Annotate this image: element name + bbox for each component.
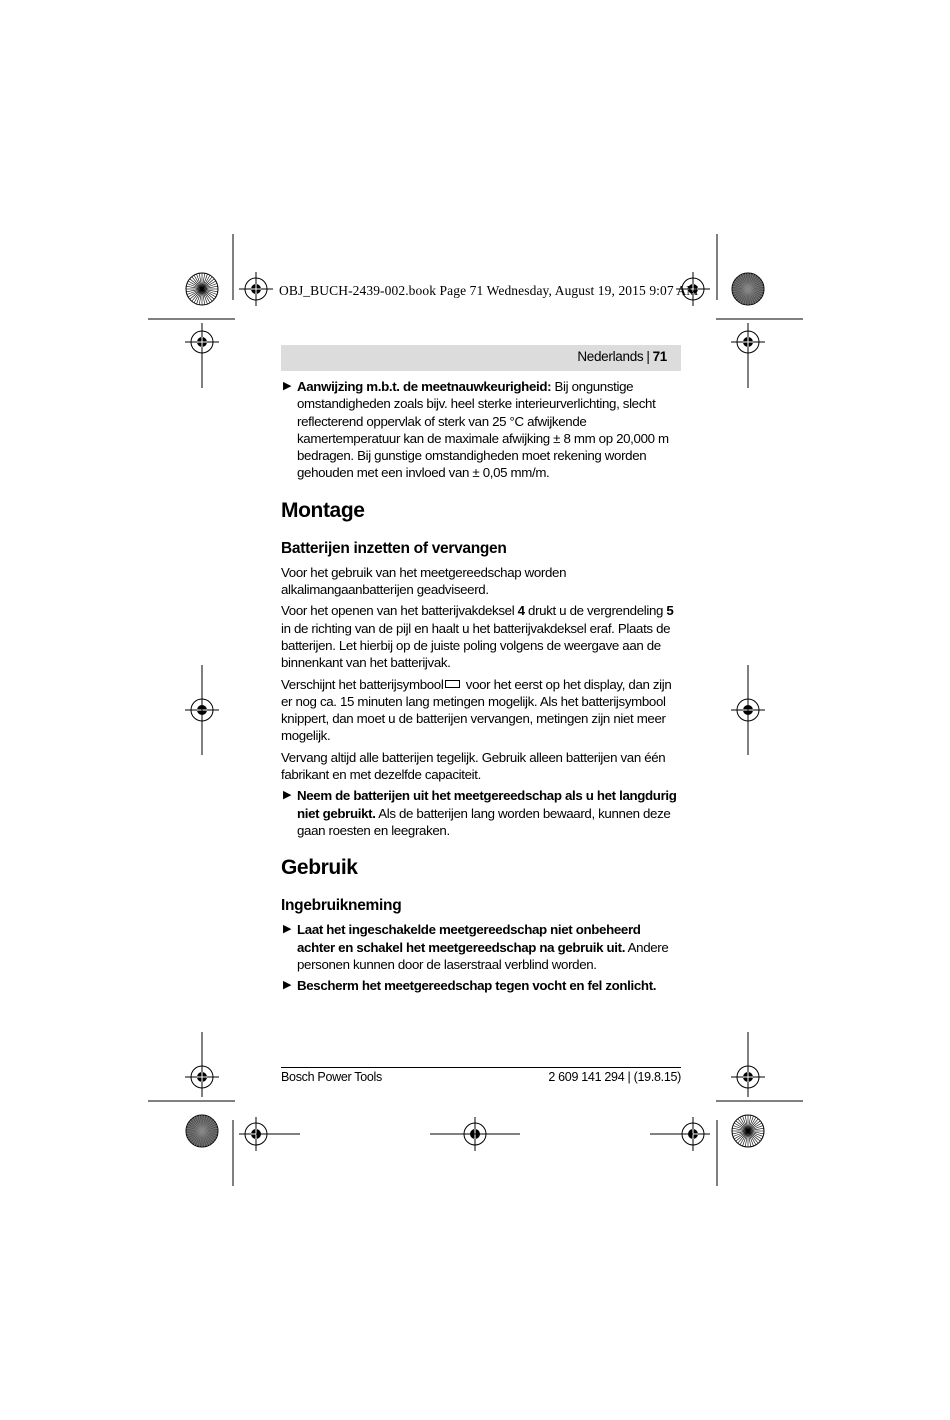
header-text [577, 349, 667, 364]
unattended-warning-bold: Laat het ingeschakelde meetgereedschap niet onbeheerd achter en schakel het meetgereedschap na gebruik uit. [297, 922, 641, 955]
color-patch-dark-icon [186, 1115, 218, 1147]
header-language: Nederlands [577, 349, 644, 364]
battery-removal-text: Als de batterijen lang worden bewaard, kunnen deze gaan roesten en leegraken. [297, 805, 671, 838]
subsection-title-ingebruikneming: Ingebruikneming [281, 897, 402, 915]
registration-target-icon [731, 325, 765, 359]
battery-removal-bold: Neem de batterijen uit het meetgereedschap als u het langdurig niet gebruikt. [297, 788, 677, 821]
print-slug-line: OBJ_BUCH-2439-002.book Page 71 Wednesday, August 19, 2015 9:07 AM [279, 283, 699, 298]
registration-target-icon [239, 272, 273, 306]
accuracy-note-text: Bij ongunstige omstandigheden zoals bijv. heel sterke interieurverlichting, slecht reflecterend oppervlak of sterk van 25 °C afwijkende kamertemperatuur kan de maximale afwijking ± 8 mm op 20,000 m bedragen. Bij gunstige omstandigheden moet rekening worden gehouden met een invloed van ± 0,05 mm/m. [297, 379, 669, 481]
registration-target-icon [185, 1060, 219, 1094]
batteries-para-2 [281, 602, 681, 671]
part-ref-4: 4 [517, 603, 525, 619]
para3-part-b: voor het eerst op het display, dan zijn er nog ca. 15 minuten lang metingen mogelijk. Als het batterijsymbool knippert, dan moet u de batterijen vervangen, metingen zijn niet meer mogelijk. [281, 676, 672, 744]
battery-icon [445, 680, 460, 688]
unattended-warning-text: Andere personen kunnen door de laserstraal verblind worden. [297, 939, 669, 972]
footer-doc-number: 2 609 141 294 | (19.8.15) [548, 1070, 681, 1084]
registration-target-icon [185, 325, 219, 359]
part-ref-5: 5 [666, 603, 674, 619]
unattended-warning-bullet [281, 921, 681, 973]
section-title-montage: Montage [281, 498, 365, 522]
starburst-icon [186, 273, 218, 305]
registration-target-icon [731, 1060, 765, 1094]
batteries-para-3 [281, 676, 681, 745]
header-separator: | [646, 349, 650, 364]
bullet-arrow-icon: ▶ [283, 979, 292, 992]
color-patch-dark-icon [732, 273, 764, 305]
bullet-arrow-icon: ▶ [283, 789, 292, 802]
accuracy-note-bullet [281, 378, 681, 482]
accuracy-note-bold: Aanwijzing m.b.t. de meetnauwkeurigheid: [297, 379, 552, 394]
footer-rule [281, 1067, 681, 1068]
para3-part-a: Verschijnt het batterijsymbool [281, 676, 444, 692]
batteries-para-1: Voor het gebruik van het meetgereedschap worden alkalimangaanbatterijen geadviseerd. [281, 564, 567, 598]
page-number: 71 [652, 349, 667, 364]
para2-part-b: drukt u de vergrendeling [524, 603, 667, 619]
bullet-arrow-icon: ▶ [283, 923, 292, 936]
section-title-gebruik: Gebruik [281, 856, 358, 880]
para2-part-c: in de richting van de pijl en haalt u het batterijvakdeksel eraf. Plaats de batterijen. Let hierbij op de juiste poling volgens de weergave aan de binnenkant van het batterijvak. [281, 620, 671, 671]
starburst-icon [732, 1115, 764, 1147]
footer-brand: Bosch Power Tools [281, 1070, 382, 1084]
page-header [281, 345, 681, 371]
moisture-warning-bullet [281, 977, 681, 994]
para2-part-a: Voor het openen van het batterijvakdeksel [281, 603, 518, 619]
subsection-title-batteries: Batterijen inzetten of vervangen [281, 539, 507, 557]
battery-removal-bullet [281, 787, 681, 839]
moisture-warning-bold: Bescherm het meetgereedschap tegen vocht en fel zonlicht. [297, 978, 657, 994]
batteries-para-4: Vervang altijd alle batterijen tegelijk. Gebruik alleen batterijen van één fabrikant en met dezelfde capaciteit. [281, 749, 666, 783]
page-content [281, 378, 681, 998]
bullet-arrow-icon: ▶ [283, 380, 292, 392]
